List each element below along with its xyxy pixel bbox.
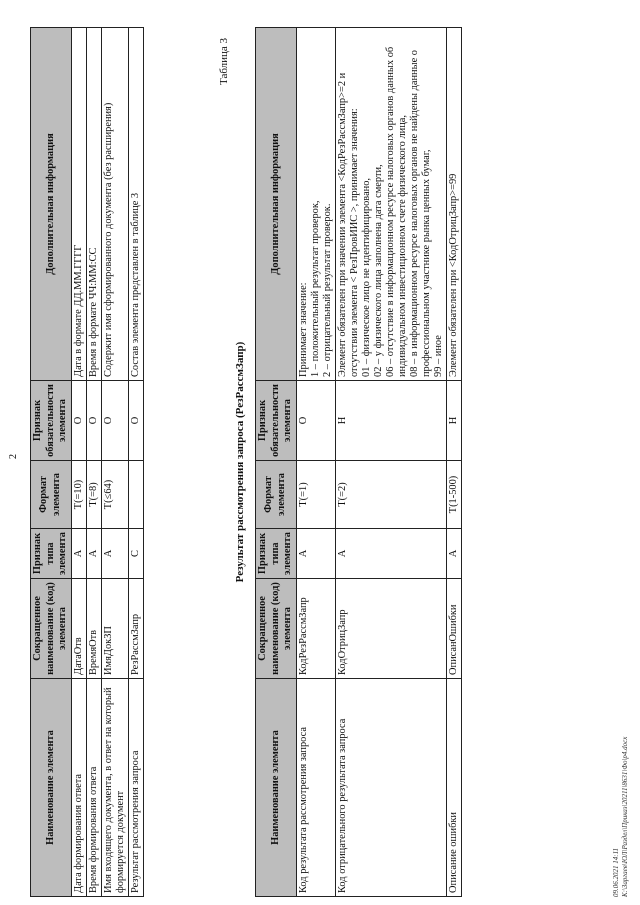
table-1-header-format: Формат элемента — [31, 461, 72, 529]
table-2 — [255, 27, 462, 897]
table-1-header-name: Наименование элемента — [31, 679, 72, 897]
table-cell: T(≤64) — [101, 461, 128, 529]
table-cell: А — [71, 529, 86, 579]
table-cell: Состав элемента представлен в таблице 3 — [128, 28, 143, 381]
table-cell: Н — [446, 381, 461, 461]
table-2-header-required: Признак обязательности элемента — [256, 381, 297, 461]
table-cell: Дата в формате ДД.ММ.ГГГГ — [71, 28, 86, 381]
footer-timestamp: 09.06.2021 14:11 — [612, 847, 620, 897]
table-cell: О — [86, 381, 101, 461]
table-1-header-required: Признак обязательности элемента — [31, 381, 72, 461]
table-cell: Описание ошибки — [446, 679, 461, 897]
table-2-caption: Результат рассмотрения запроса (РезРассмЗапр) — [234, 341, 246, 583]
table-2-header-info: Дополнительная информация — [256, 28, 297, 381]
table-1-header-code: Сокращенное наименование (код) элемента — [31, 579, 72, 679]
table-cell: А — [296, 529, 335, 579]
table-cell: T(=10) — [71, 461, 86, 529]
table-cell: Код результата рассмотрения запроса — [296, 679, 335, 897]
table-row — [296, 28, 335, 897]
table-cell: Элемент обязателен при <КодОтрицЗапр>=99 — [446, 28, 461, 381]
table-cell: ОписанОшибки — [446, 579, 461, 679]
table-1-header-info: Дополнительная информация — [31, 28, 72, 381]
table-2-header-row — [256, 28, 297, 897]
table-cell: А — [101, 529, 128, 579]
table-cell: О — [101, 381, 128, 461]
footer-file-path: К:\Заргаев\ЮЛ\Раздел\Приказ\20211\8631\Фо\р4.docx — [621, 736, 629, 897]
table-cell: ИмяДокЗП — [101, 579, 128, 679]
table-number: Таблица 3 — [218, 37, 230, 85]
table-cell: О — [128, 381, 143, 461]
table-cell: Принимает значение: 1 – положительный результат проверок, 2 – отрицательный результат проверок. — [296, 28, 335, 381]
table-cell: Код отрицательного результата запроса — [335, 679, 446, 897]
table-row — [446, 28, 461, 897]
table-cell: КодОтрицЗапр — [335, 579, 446, 679]
table-cell: ВремяОтв — [86, 579, 101, 679]
table-1-header-row — [31, 28, 72, 897]
table-cell: ДатаОтв — [71, 579, 86, 679]
table-row — [71, 28, 86, 897]
table-cell: О — [71, 381, 86, 461]
table-cell — [128, 461, 143, 529]
table-cell: А — [86, 529, 101, 579]
table-cell: Н — [335, 381, 446, 461]
table-1-header-type: Признак типа элемента — [31, 529, 72, 579]
table-cell: КодРезРассмЗапр — [296, 579, 335, 679]
table-cell: T(1-500) — [446, 461, 461, 529]
table-cell: Элемент обязателен при значении элемента <КодРезРассмЗапр>=2 и отсутствии элемента < РезПровИИС >, принимает значения: 01 – физическое лицо не идентифицировано, 02 – у физического лица заполнена дата смерти, 06 – отсутствие в информационном ресурсе налоговых органов данных об индивидуальном инвестиционном счете физического лица, 08 – в информационном ресурсе налоговых органов не найдены данные о профессиональном участнике рынка ценных бумаг, 99 – иное — [335, 28, 446, 381]
table-cell: Содержит имя сформированного документа (без расширения) — [101, 28, 128, 381]
table-cell: T(=2) — [335, 461, 446, 529]
table-cell: Результат рассмотрения запроса — [128, 679, 143, 897]
table-row — [335, 28, 446, 897]
table-cell: А — [446, 529, 461, 579]
table-cell: Имя входящего документа, в ответ на который формируется документ — [101, 679, 128, 897]
table-row — [128, 28, 143, 897]
table-2-header-format: Формат элемента — [256, 461, 297, 529]
table-cell: А — [335, 529, 446, 579]
table-cell: С — [128, 529, 143, 579]
table-cell: Дата формирования ответа — [71, 679, 86, 897]
table-cell: T(=8) — [86, 461, 101, 529]
table-1 — [30, 27, 144, 897]
table-row — [86, 28, 101, 897]
table-cell: Время в формате ЧЧ:ММ:СС — [86, 28, 101, 381]
table-cell: РезРассмЗапр — [128, 579, 143, 679]
table-2-header-code: Сокращенное наименование (код) элемента — [256, 579, 297, 679]
document-footer — [612, 737, 630, 897]
table-cell: T(=1) — [296, 461, 335, 529]
table-cell: О — [296, 381, 335, 461]
table-2-header-type: Признак типа элемента — [256, 529, 297, 579]
table-row — [101, 28, 128, 897]
page-number: 2 — [8, 454, 19, 459]
table-cell: Время формирования ответа — [86, 679, 101, 897]
table-2-header-name: Наименование элемента — [256, 679, 297, 897]
